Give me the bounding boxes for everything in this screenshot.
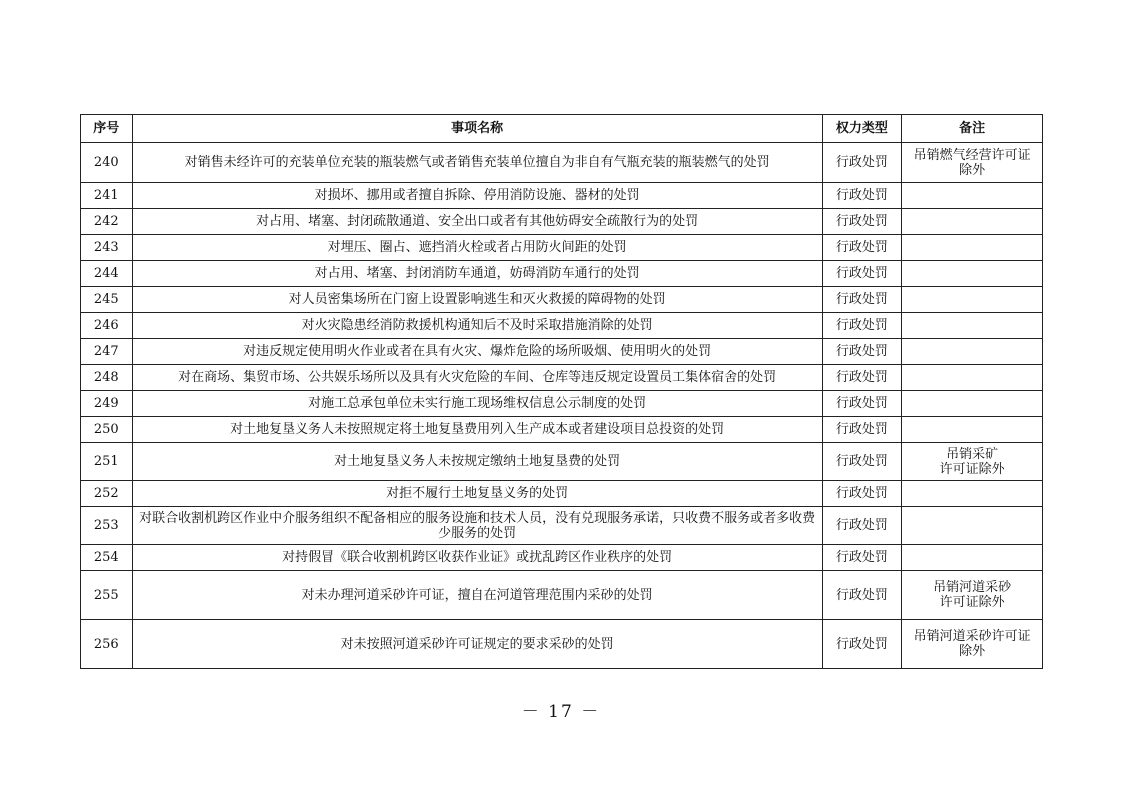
row-seq: 251 [81, 443, 133, 481]
table-row [81, 209, 1043, 235]
row-seq: 240 [81, 143, 133, 183]
table-header-row [81, 115, 1043, 143]
row-power-type: 行政处罚 [822, 235, 902, 261]
row-seq: 243 [81, 235, 133, 261]
table-row [81, 339, 1043, 365]
remarks-line: 许可证除外 [939, 461, 1005, 477]
header-remarks: 备注 [902, 115, 1043, 143]
row-remarks [902, 507, 1043, 545]
row-item-name: 对销售未经许可的充装单位充装的瓶装燃气或者销售充装单位擅自为非自有气瓶充装的瓶装燃气的处罚 [132, 143, 822, 183]
row-item-name: 对联合收割机跨区作业中介服务组织不配备相应的服务设施和技术人员，没有兑现服务承诺，只收费不服务或者多收费少服务的处罚 [132, 507, 822, 545]
row-seq: 253 [81, 507, 133, 545]
row-seq: 246 [81, 313, 133, 339]
remarks-line: 吊销河道采砂许可证 [913, 629, 1031, 644]
row-remarks [902, 287, 1043, 313]
remarks-line: 吊销采矿 [946, 446, 999, 462]
row-remarks [902, 443, 1043, 481]
row-remarks [902, 143, 1043, 183]
row-item-name: 对未按照河道采砂许可证规定的要求采砂的处罚 [132, 620, 822, 669]
table-row [81, 287, 1043, 313]
row-item-name: 对损坏、挪用或者擅自拆除、停用消防设施、器材的处罚 [132, 183, 822, 209]
page-number: － 17 － [521, 702, 601, 722]
header-item-name: 事项名称 [132, 115, 822, 143]
row-remarks [902, 620, 1043, 669]
row-remarks [902, 571, 1043, 620]
row-power-type: 行政处罚 [822, 339, 902, 365]
table-row [81, 620, 1043, 669]
row-item-name: 对土地复垦义务人未按照规定将土地复垦费用列入生产成本或者建设项目总投资的处罚 [132, 417, 822, 443]
row-item-name: 对违反规定使用明火作业或者在具有火灾、爆炸危险的场所吸烟、使用明火的处罚 [132, 339, 822, 365]
row-power-type: 行政处罚 [822, 443, 902, 481]
table-row [81, 313, 1043, 339]
row-seq: 249 [81, 391, 133, 417]
row-seq: 247 [81, 339, 133, 365]
row-power-type: 行政处罚 [822, 287, 902, 313]
row-remarks [902, 481, 1043, 507]
table-row [81, 443, 1043, 481]
row-item-name: 对在商场、集贸市场、公共娱乐场所以及具有火灾危险的车间、仓库等违反规定设置员工集体宿舍的处罚 [132, 365, 822, 391]
table-row [81, 143, 1043, 183]
row-remarks [902, 391, 1043, 417]
table-row [81, 235, 1043, 261]
table-row [81, 365, 1043, 391]
table-row [81, 391, 1043, 417]
row-item-name: 对埋压、圈占、遮挡消火栓或者占用防火间距的处罚 [132, 235, 822, 261]
row-seq: 255 [81, 571, 133, 620]
row-power-type: 行政处罚 [822, 391, 902, 417]
row-seq: 245 [81, 287, 133, 313]
power-list-table [80, 114, 1043, 669]
row-power-type: 行政处罚 [822, 620, 902, 669]
row-remarks [902, 235, 1043, 261]
row-remarks [902, 209, 1043, 235]
row-seq: 250 [81, 417, 133, 443]
table-row [81, 183, 1043, 209]
row-item-name: 对拒不履行土地复垦义务的处罚 [132, 481, 822, 507]
row-remarks [902, 339, 1043, 365]
row-remarks [902, 183, 1043, 209]
remarks-line: 除外 [959, 644, 986, 659]
row-remarks [902, 545, 1043, 571]
row-remarks [902, 261, 1043, 287]
row-power-type: 行政处罚 [822, 261, 902, 287]
row-item-name: 对人员密集场所在门窗上设置影响逃生和灭火救援的障碍物的处罚 [132, 287, 822, 313]
table-row [81, 507, 1043, 545]
row-item-name: 对占用、堵塞、封闭消防车通道，妨碍消防车通行的处罚 [132, 261, 822, 287]
row-remarks [902, 313, 1043, 339]
row-item-name: 对施工总承包单位未实行施工现场维权信息公示制度的处罚 [132, 391, 822, 417]
row-item-name: 对火灾隐患经消防救援机构通知后不及时采取措施消除的处罚 [132, 313, 822, 339]
row-remarks [902, 365, 1043, 391]
row-item-name: 对未办理河道采砂许可证，擅自在河道管理范围内采砂的处罚 [132, 571, 822, 620]
table-row [81, 261, 1043, 287]
table-row [81, 417, 1043, 443]
row-remarks [902, 417, 1043, 443]
header-power-type: 权力类型 [822, 115, 902, 143]
row-power-type: 行政处罚 [822, 183, 902, 209]
row-seq: 252 [81, 481, 133, 507]
remarks-line: 除外 [959, 162, 986, 178]
row-seq: 254 [81, 545, 133, 571]
row-item-name: 对持假冒《联合收割机跨区收获作业证》或扰乱跨区作业秩序的处罚 [132, 545, 822, 571]
row-seq: 242 [81, 209, 133, 235]
table-body [81, 143, 1043, 669]
remarks-line: 吊销燃气经营许可证 [913, 147, 1031, 163]
row-power-type: 行政处罚 [822, 313, 902, 339]
table-row [81, 545, 1043, 571]
row-power-type: 行政处罚 [822, 507, 902, 545]
row-seq: 256 [81, 620, 133, 669]
row-power-type: 行政处罚 [822, 417, 902, 443]
row-power-type: 行政处罚 [822, 571, 902, 620]
row-item-name: 对土地复垦义务人未按规定缴纳土地复垦费的处罚 [132, 443, 822, 481]
table-row [81, 481, 1043, 507]
row-power-type: 行政处罚 [822, 481, 902, 507]
remarks-line: 许可证除外 [939, 595, 1005, 610]
row-power-type: 行政处罚 [822, 209, 902, 235]
row-seq: 241 [81, 183, 133, 209]
row-power-type: 行政处罚 [822, 143, 902, 183]
header-seq: 序号 [81, 115, 133, 143]
remarks-line: 吊销河道采砂 [933, 580, 1012, 595]
row-seq: 244 [81, 261, 133, 287]
table-row [81, 571, 1043, 620]
row-item-name: 对占用、堵塞、封闭疏散通道、安全出口或者有其他妨碍安全疏散行为的处罚 [132, 209, 822, 235]
row-seq: 248 [81, 365, 133, 391]
row-power-type: 行政处罚 [822, 365, 902, 391]
row-power-type: 行政处罚 [822, 545, 902, 571]
